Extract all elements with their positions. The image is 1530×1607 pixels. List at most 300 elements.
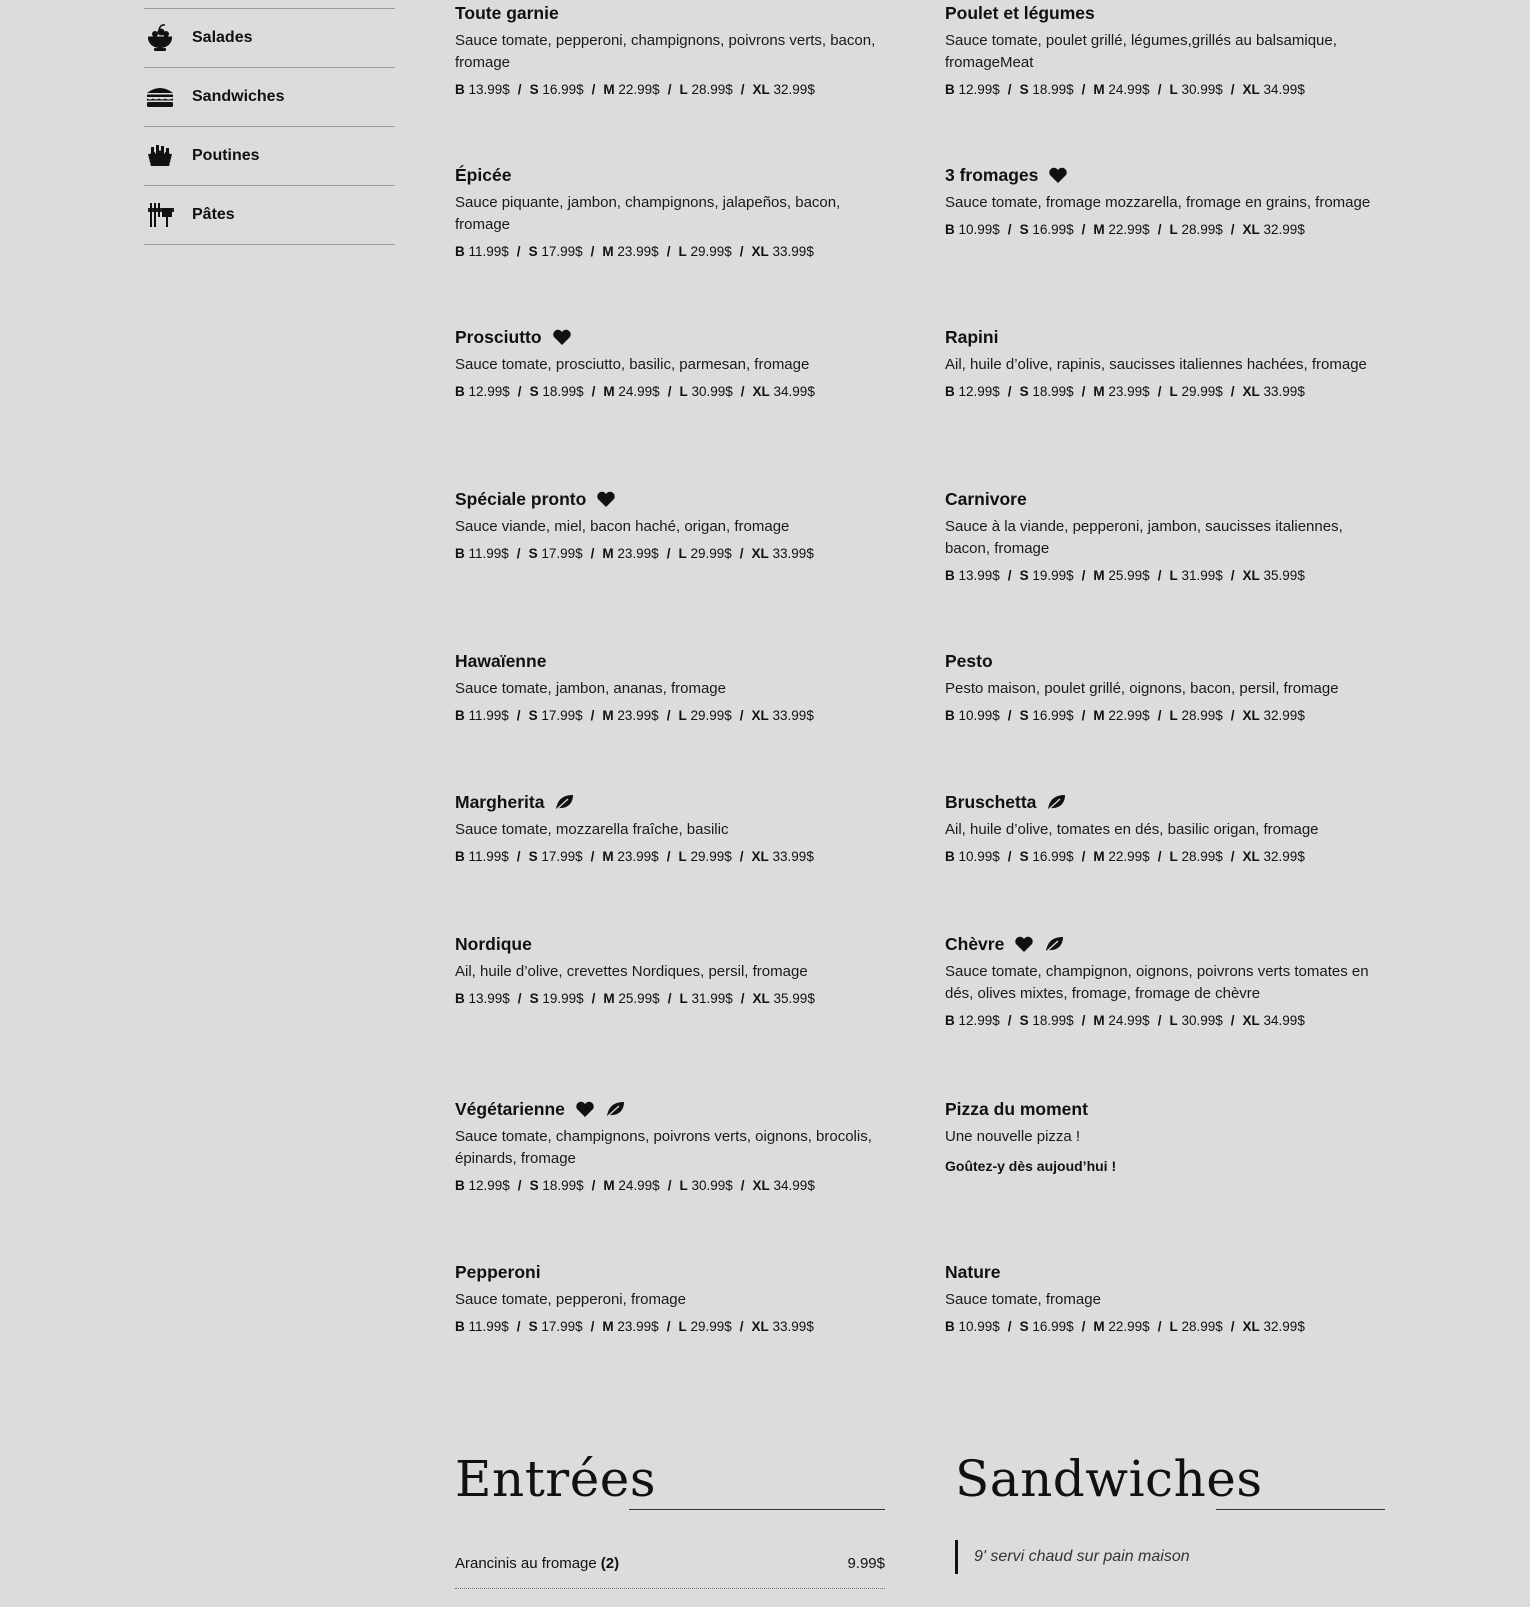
item-title (945, 932, 1385, 956)
item-title-text: Spéciale pronto (455, 488, 587, 509)
size-label: L (679, 82, 688, 97)
size-label: L (1169, 1319, 1178, 1334)
price-value: 29.99$ (686, 1319, 732, 1334)
size-label: XL (751, 244, 769, 259)
price-value: 10.99$ (954, 222, 1000, 237)
size-label: L (678, 849, 687, 864)
price-separator: / (1007, 1013, 1012, 1028)
menu-item (455, 325, 895, 399)
price-value: 16.99$ (1028, 1319, 1074, 1334)
price-value: 23.99$ (613, 546, 659, 561)
price-separator: / (1007, 384, 1012, 399)
price-s (529, 244, 583, 259)
price-value: 28.99$ (1177, 1319, 1223, 1334)
price-separator: / (740, 82, 745, 97)
price-m (602, 849, 658, 864)
price-separator: / (1081, 1013, 1086, 1028)
price-separator: / (666, 849, 671, 864)
item-description: Sauce tomate, pepperoni, champignons, poivrons verts, bacon, fromage (455, 32, 876, 71)
size-label: S (1019, 568, 1029, 583)
price-separator: / (517, 991, 522, 1006)
item-prices (455, 849, 895, 864)
price-separator: / (590, 1319, 595, 1334)
item-prices (945, 1319, 1385, 1334)
price-value: 11.99$ (464, 546, 509, 561)
price-separator: / (666, 708, 671, 723)
price-value: 18.99$ (538, 1178, 584, 1193)
size-label: M (603, 1178, 615, 1193)
price-m (603, 82, 659, 97)
price-value: 25.99$ (614, 991, 660, 1006)
item-title-text: Prosciutto (455, 326, 542, 347)
price-b (455, 1319, 509, 1334)
price-separator: / (1081, 849, 1086, 864)
price-m (1093, 1013, 1149, 1028)
size-label: M (602, 708, 614, 723)
salad-bowl-icon (144, 22, 176, 54)
price-value: 23.99$ (613, 849, 659, 864)
price-separator: / (1157, 849, 1162, 864)
size-label: M (602, 1319, 614, 1334)
size-label: B (945, 82, 955, 97)
price-value: 11.99$ (464, 1319, 509, 1334)
size-label: M (602, 849, 614, 864)
size-label: B (455, 1178, 465, 1193)
item-title-text: Margherita (455, 791, 545, 812)
item-title: Poulet et légumes (945, 2, 1095, 23)
item-description: Ail, huile d’olive, crevettes Nordiques, persil, fromage (455, 963, 808, 980)
price-s (530, 991, 584, 1006)
leaf-icon (1046, 793, 1066, 811)
price-value: 11.99$ (464, 708, 509, 723)
price-value: 12.99$ (954, 82, 1000, 97)
price-separator: / (1007, 708, 1012, 723)
menu-item (945, 649, 1385, 723)
price-xl (753, 82, 815, 97)
price-value: 30.99$ (1177, 1013, 1223, 1028)
price-b (945, 384, 1000, 399)
price-l (1169, 384, 1222, 399)
price-separator: / (1230, 82, 1235, 97)
price-separator: / (591, 384, 596, 399)
price-m (602, 708, 658, 723)
price-b (945, 568, 1000, 583)
price-b (945, 708, 1000, 723)
price-l (1169, 222, 1222, 237)
price-b (945, 222, 1000, 237)
item-title (945, 790, 1385, 814)
menu-item (455, 1097, 895, 1193)
price-value: 17.99$ (537, 546, 583, 561)
sidebar-item-label: Salades (192, 29, 253, 46)
price-value: 25.99$ (1104, 568, 1150, 583)
price-m (1093, 568, 1149, 583)
price-value: 19.99$ (538, 991, 584, 1006)
price-separator: / (667, 1178, 672, 1193)
price-value: 24.99$ (1104, 1013, 1150, 1028)
price-value: 24.99$ (1104, 82, 1150, 97)
item-description: Sauce tomate, mozzarella fraîche, basilic (455, 821, 729, 838)
price-separator: / (666, 1319, 671, 1334)
size-label: XL (751, 1319, 769, 1334)
item-title-text: Bruschetta (945, 791, 1037, 812)
size-label: B (455, 991, 465, 1006)
size-label: S (1019, 82, 1029, 97)
price-b (455, 244, 509, 259)
price-value: 13.99$ (464, 991, 510, 1006)
size-label: B (945, 568, 955, 583)
size-label: S (529, 82, 539, 97)
price-l (678, 546, 731, 561)
price-separator: / (740, 1178, 745, 1193)
price-b (455, 1178, 510, 1193)
size-label: S (529, 384, 539, 399)
item-title: Carnivore (945, 488, 1027, 509)
size-label: B (945, 708, 955, 723)
price-separator: / (1230, 849, 1235, 864)
price-b (455, 991, 510, 1006)
item-prices (945, 1013, 1385, 1028)
entree-quantity: (2) (600, 1555, 620, 1572)
size-label: B (455, 708, 465, 723)
entree-name: Arancinis au fromage (455, 1555, 597, 1572)
item-description: Sauce viande, miel, bacon haché, origan, fromage (455, 518, 790, 535)
price-b (455, 384, 510, 399)
price-separator: / (1007, 849, 1012, 864)
menu-item (945, 1097, 1385, 1174)
price-value: 24.99$ (614, 384, 660, 399)
size-label: L (1169, 82, 1178, 97)
price-value: 23.99$ (613, 244, 659, 259)
price-separator: / (590, 708, 595, 723)
sidebar-item-sandwiches[interactable] (144, 67, 395, 126)
leaf-icon (554, 793, 574, 811)
size-label: XL (751, 708, 769, 723)
size-label: XL (1242, 82, 1260, 97)
sidebar-item-label: Pâtes (192, 206, 235, 223)
size-label: XL (751, 546, 769, 561)
size-label: M (603, 991, 615, 1006)
size-label: XL (751, 849, 769, 864)
item-title: Épicée (455, 164, 512, 185)
price-separator: / (1007, 1319, 1012, 1334)
price-xl (1243, 849, 1305, 864)
price-value: 12.99$ (464, 384, 510, 399)
size-label: B (945, 1319, 955, 1334)
price-l (1169, 1319, 1222, 1334)
menu-item (945, 1, 1385, 97)
size-label: M (1093, 1319, 1105, 1334)
size-label: S (1019, 1013, 1029, 1028)
item-prices (455, 708, 895, 723)
price-separator: / (1081, 1319, 1086, 1334)
price-l (1169, 82, 1222, 97)
item-prices (945, 849, 1385, 864)
sidebar-item-salades[interactable] (144, 8, 395, 67)
price-value: 34.99$ (769, 1178, 815, 1193)
price-value: 33.99$ (768, 244, 814, 259)
item-title: Rapini (945, 326, 999, 347)
price-separator: / (1230, 1013, 1235, 1028)
price-value: 29.99$ (1177, 384, 1223, 399)
menu-item (945, 325, 1385, 399)
price-s (530, 1178, 584, 1193)
item-prices (455, 82, 895, 97)
price-separator: / (516, 1319, 521, 1334)
price-value: 22.99$ (1104, 1319, 1150, 1334)
price-value: 16.99$ (1028, 708, 1074, 723)
size-label: S (529, 991, 539, 1006)
price-separator: / (1157, 568, 1162, 583)
poutine-icon (144, 140, 176, 172)
item-title: Nature (945, 1261, 1001, 1282)
price-value: 13.99$ (464, 82, 510, 97)
price-value: 22.99$ (1104, 708, 1150, 723)
price-value: 23.99$ (1104, 384, 1150, 399)
size-label: B (455, 546, 465, 561)
size-label: M (1093, 1013, 1105, 1028)
menu-item (945, 1260, 1385, 1334)
price-separator: / (739, 849, 744, 864)
pasta-fork-icon (144, 199, 176, 231)
price-value: 16.99$ (1028, 222, 1074, 237)
price-m (602, 546, 658, 561)
sidebar-item-poutines[interactable] (144, 126, 395, 185)
price-separator: / (1157, 222, 1162, 237)
price-separator: / (516, 849, 521, 864)
heart-icon (1014, 935, 1034, 953)
price-l (1169, 1013, 1222, 1028)
menu-item (455, 1260, 895, 1334)
price-value: 17.99$ (537, 244, 583, 259)
price-value: 17.99$ (537, 1319, 583, 1334)
size-label: S (528, 849, 538, 864)
price-xl (752, 546, 814, 561)
size-label: XL (1242, 568, 1260, 583)
price-separator: / (667, 991, 672, 1006)
section-title-entrees: Entrées (455, 1450, 657, 1508)
item-prices (945, 82, 1385, 97)
size-label: M (603, 82, 615, 97)
price-value: 28.99$ (1177, 849, 1223, 864)
price-s (530, 384, 584, 399)
price-separator: / (1157, 384, 1162, 399)
menu-item (945, 932, 1385, 1028)
price-xl (753, 991, 815, 1006)
price-value: 16.99$ (1028, 849, 1074, 864)
item-title-text: Chèvre (945, 933, 1005, 954)
price-xl (1243, 708, 1305, 723)
size-label: M (1093, 568, 1105, 583)
price-value: 34.99$ (769, 384, 815, 399)
price-xl (753, 1178, 815, 1193)
price-xl (752, 708, 814, 723)
price-s (529, 708, 583, 723)
section-divider (629, 1509, 885, 1510)
price-s (1020, 708, 1074, 723)
sidebar-item-pates[interactable] (144, 185, 395, 245)
size-label: XL (1242, 1013, 1260, 1028)
price-separator: / (1230, 1319, 1235, 1334)
price-xl (1243, 384, 1305, 399)
price-separator: / (1081, 82, 1086, 97)
size-label: L (1169, 384, 1178, 399)
price-m (602, 244, 658, 259)
item-title (455, 790, 895, 814)
size-label: XL (1242, 1319, 1260, 1334)
price-separator: / (1230, 222, 1235, 237)
item-prices (945, 384, 1385, 399)
sandwich-icon (144, 81, 176, 113)
category-sidebar (144, 8, 395, 245)
size-label: XL (752, 1178, 770, 1193)
price-value: 35.99$ (769, 991, 815, 1006)
price-b (945, 82, 1000, 97)
size-label: S (528, 1319, 538, 1334)
item-description: Sauce tomate, jambon, ananas, fromage (455, 680, 726, 697)
size-label: S (528, 708, 538, 723)
price-separator: / (516, 244, 521, 259)
item-title: Pesto (945, 650, 993, 671)
size-label: B (455, 244, 465, 259)
price-m (602, 1319, 658, 1334)
item-description: Sauce tomate, fromage mozzarella, fromage en grains, fromage (945, 194, 1371, 211)
price-s (1020, 1319, 1074, 1334)
price-b (455, 82, 510, 97)
price-b (945, 1013, 1000, 1028)
price-separator: / (590, 849, 595, 864)
price-l (678, 1319, 731, 1334)
price-value: 28.99$ (687, 82, 733, 97)
section-divider (1216, 1509, 1385, 1510)
price-value: 18.99$ (1028, 384, 1074, 399)
price-xl (752, 1319, 814, 1334)
size-label: XL (1242, 849, 1260, 864)
item-description: Une nouvelle pizza ! (945, 1128, 1081, 1145)
size-label: B (945, 222, 955, 237)
price-xl (752, 244, 814, 259)
price-value: 34.99$ (1259, 82, 1305, 97)
price-m (1093, 384, 1149, 399)
heart-icon (552, 328, 572, 346)
sidebar-item-label: Poutines (192, 147, 260, 164)
leaf-icon (1044, 935, 1064, 953)
price-value: 17.99$ (537, 849, 583, 864)
price-separator: / (1007, 222, 1012, 237)
price-l (679, 1178, 732, 1193)
item-title (455, 487, 895, 511)
item-prices (455, 1319, 895, 1334)
price-separator: / (517, 1178, 522, 1193)
price-b (455, 708, 509, 723)
item-description: Sauce tomate, champignon, oignons, poivrons verts tomates en dés, olives mixtes, fromage, fromage de chèvre (945, 963, 1369, 1002)
size-label: XL (1242, 708, 1260, 723)
menu-item (945, 487, 1385, 583)
price-value: 33.99$ (1259, 384, 1305, 399)
size-label: B (455, 849, 465, 864)
price-l (678, 244, 731, 259)
item-title (945, 163, 1385, 187)
price-l (679, 384, 732, 399)
price-m (1093, 849, 1149, 864)
price-separator: / (1157, 1013, 1162, 1028)
price-value: 32.99$ (769, 82, 815, 97)
item-note: Goûtez-y dès aujoud’hui ! (945, 1158, 1117, 1174)
price-separator: / (666, 244, 671, 259)
price-value: 24.99$ (614, 1178, 660, 1193)
size-label: S (1019, 849, 1029, 864)
price-value: 28.99$ (1177, 708, 1223, 723)
item-prices (945, 568, 1385, 583)
size-label: S (528, 244, 538, 259)
price-s (1020, 1013, 1074, 1028)
size-label: B (455, 384, 465, 399)
price-separator: / (1007, 568, 1012, 583)
size-label: M (1093, 849, 1105, 864)
price-s (529, 1319, 583, 1334)
price-separator: / (590, 546, 595, 561)
price-value: 22.99$ (1104, 222, 1150, 237)
item-description: Sauce tomate, poulet grillé, légumes,grillés au balsamique, fromageMeat (945, 32, 1337, 71)
price-value: 33.99$ (768, 1319, 814, 1334)
size-label: S (1019, 384, 1029, 399)
price-separator: / (739, 1319, 744, 1334)
size-label: XL (752, 82, 770, 97)
size-label: S (529, 1178, 539, 1193)
size-label: L (1169, 849, 1178, 864)
item-prices (945, 708, 1385, 723)
price-value: 33.99$ (768, 546, 814, 561)
size-label: B (945, 384, 955, 399)
size-label: L (678, 244, 687, 259)
price-separator: / (740, 991, 745, 1006)
price-xl (1243, 1319, 1305, 1334)
price-m (603, 1178, 659, 1193)
size-label: L (679, 384, 688, 399)
size-label: M (602, 546, 614, 561)
price-separator: / (1081, 708, 1086, 723)
price-separator: / (590, 244, 595, 259)
price-l (679, 991, 732, 1006)
price-b (945, 849, 1000, 864)
size-label: M (1093, 222, 1105, 237)
price-value: 33.99$ (768, 708, 814, 723)
price-xl (1243, 1013, 1305, 1028)
price-value: 28.99$ (1177, 222, 1223, 237)
size-label: M (603, 384, 615, 399)
item-description: Sauce piquante, jambon, champignons, jalapeños, bacon, fromage (455, 194, 841, 233)
item-description: Pesto maison, poulet grillé, oignons, bacon, persil, fromage (945, 680, 1339, 697)
price-value: 32.99$ (1259, 1319, 1305, 1334)
section-title-sandwiches: Sandwiches (955, 1450, 1263, 1508)
price-m (1093, 222, 1149, 237)
sandwich-note: 9' servi chaud sur pain maison (955, 1540, 1190, 1574)
price-s (1020, 82, 1074, 97)
price-s (1020, 849, 1074, 864)
menu-item (455, 163, 895, 259)
price-m (1093, 1319, 1149, 1334)
price-value: 19.99$ (1028, 568, 1074, 583)
item-description: Sauce à la viande, pepperoni, jambon, saucisses italiennes, bacon, fromage (945, 518, 1343, 557)
price-separator: / (739, 708, 744, 723)
sidebar-item-label: Sandwiches (192, 88, 285, 105)
item-prices (455, 384, 895, 399)
item-prices (455, 1178, 895, 1193)
price-m (603, 384, 659, 399)
price-value: 12.99$ (954, 384, 1000, 399)
price-value: 18.99$ (1028, 82, 1074, 97)
price-value: 22.99$ (1104, 849, 1150, 864)
